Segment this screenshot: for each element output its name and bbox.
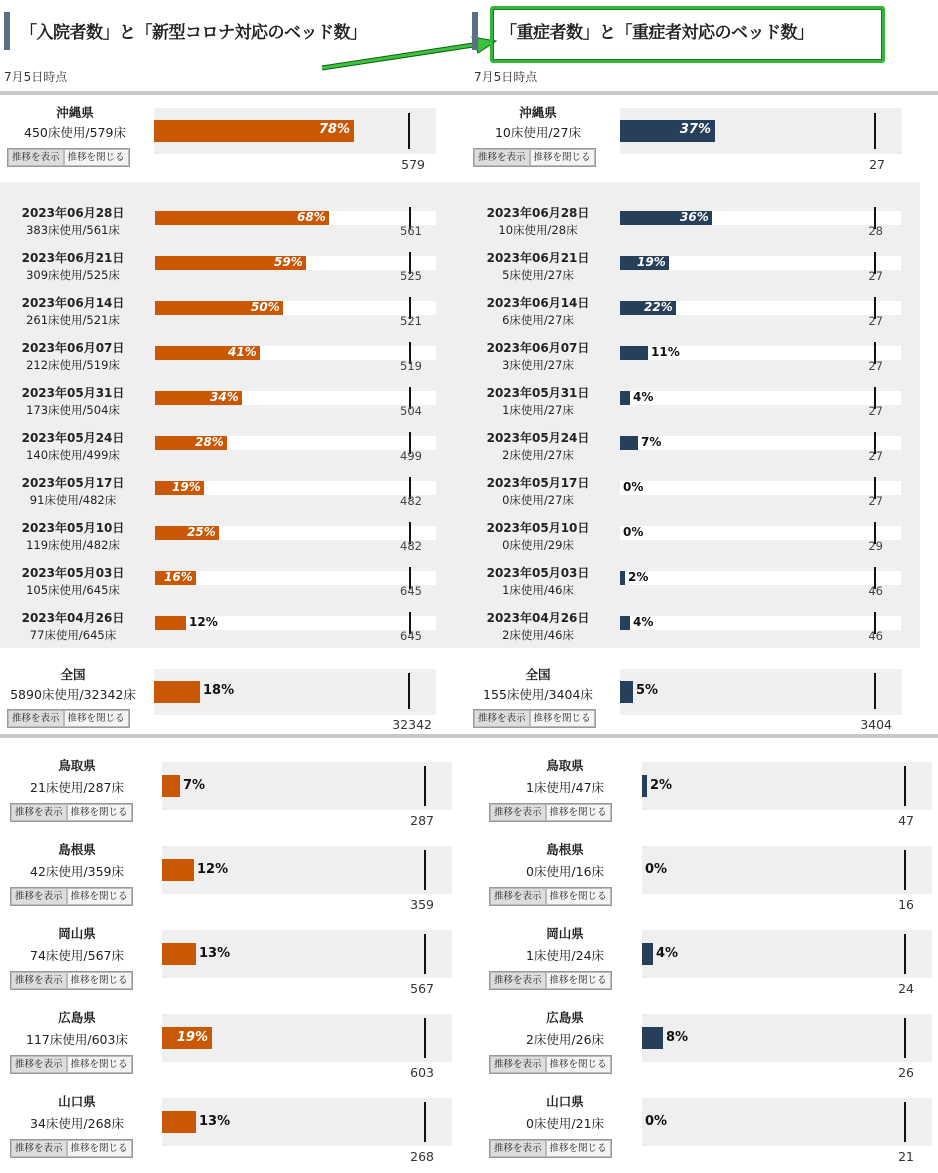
region-name: 沖縄県 xyxy=(519,105,557,120)
usage-percent: 7% xyxy=(183,778,206,793)
bed-usage-text: 0床使用/16床 xyxy=(525,864,605,879)
show-trend-button[interactable]: 推移を表示 xyxy=(490,1140,546,1157)
capacity-value: 24 xyxy=(898,981,914,996)
usage-percent: 8% xyxy=(666,1030,689,1045)
bed-usage-text: 5890床使用/32342床 xyxy=(10,687,136,702)
capacity-value: 27 xyxy=(868,494,883,508)
prefecture-hospital-block xyxy=(0,834,470,918)
bar-track xyxy=(162,1098,452,1146)
usage-percent: 37% xyxy=(679,122,711,137)
history-date: 2023年05月31日 xyxy=(486,386,590,400)
capacity-value: 16 xyxy=(898,897,914,912)
history-bar-track xyxy=(620,301,901,315)
history-bar-track xyxy=(620,481,901,495)
trend-toggle xyxy=(10,887,133,906)
history-row xyxy=(0,294,920,339)
bed-usage-text: 0床使用/21床 xyxy=(525,1116,605,1131)
region-name: 沖縄県 xyxy=(56,105,94,120)
show-trend-button[interactable]: 推移を表示 xyxy=(11,888,67,905)
bed-usage-text: 10床使用/27床 xyxy=(494,125,582,140)
capacity-value: 27 xyxy=(868,359,883,373)
capacity-value: 525 xyxy=(400,269,422,283)
show-trend-button[interactable]: 推移を表示 xyxy=(11,972,67,989)
history-date: 2023年04月26日 xyxy=(21,611,125,625)
capacity-line xyxy=(408,673,410,709)
show-trend-button[interactable]: 推移を表示 xyxy=(11,804,67,821)
bed-usage-text: 34床使用/268床 xyxy=(30,1116,124,1131)
history-bar-fill xyxy=(620,436,638,450)
history-bar-track xyxy=(155,211,436,225)
capacity-value: 46 xyxy=(868,584,883,598)
history-bar-track xyxy=(620,346,901,360)
history-usage: 91床使用/482床 xyxy=(29,493,117,507)
close-trend-button[interactable]: 推移を閉じる xyxy=(546,888,611,905)
capacity-value: 3404 xyxy=(860,717,892,732)
bed-usage-text: 117床使用/603床 xyxy=(26,1032,128,1047)
history-usage: 2床使用/27床 xyxy=(502,448,574,462)
bar-track xyxy=(642,762,932,810)
bar-track xyxy=(620,108,902,154)
prefecture-name: 広島県 xyxy=(58,1010,96,1025)
history-date: 2023年06月14日 xyxy=(486,296,590,310)
usage-bar-fill xyxy=(162,943,196,965)
capacity-line xyxy=(424,850,426,890)
usage-percent: 2% xyxy=(650,778,673,793)
capacity-value: 32342 xyxy=(392,717,432,732)
national-severe-block xyxy=(470,655,938,735)
usage-percent: 4% xyxy=(656,946,679,961)
close-trend-button[interactable]: 推移を閉じる xyxy=(67,1140,132,1157)
bar-track xyxy=(620,669,902,715)
history-row xyxy=(0,609,920,654)
region-name: 全国 xyxy=(60,667,86,682)
header-severe xyxy=(470,0,938,95)
close-trend-button[interactable]: 推移を閉じる xyxy=(546,1140,611,1157)
history-bar-fill xyxy=(620,346,648,360)
bed-usage-text: 42床使用/359床 xyxy=(30,864,124,879)
prefecture-severe-block xyxy=(470,750,938,834)
history-percent: 0% xyxy=(623,480,644,494)
capacity-value: 567 xyxy=(410,981,434,996)
usage-bar-fill xyxy=(642,775,647,797)
history-percent: 41% xyxy=(228,345,257,359)
history-date: 2023年05月03日 xyxy=(21,566,125,580)
trend-toggle xyxy=(10,1055,133,1074)
history-usage: 2床使用/46床 xyxy=(502,628,574,642)
history-date: 2023年06月07日 xyxy=(486,341,590,355)
bar-track xyxy=(162,846,452,894)
history-bar-fill xyxy=(620,616,630,630)
okinawa-severe-block xyxy=(470,95,938,180)
history-bar-track xyxy=(155,616,436,630)
trend-toggle xyxy=(489,1139,612,1158)
history-percent: 68% xyxy=(297,210,326,224)
show-trend-button[interactable]: 推移を表示 xyxy=(8,710,64,727)
history-date: 2023年06月21日 xyxy=(21,251,125,265)
prefecture-name: 鳥取県 xyxy=(58,758,96,773)
history-usage: 212床使用/519床 xyxy=(26,358,120,372)
history-date: 2023年05月24日 xyxy=(21,431,125,445)
show-trend-button[interactable]: 推移を表示 xyxy=(11,1056,67,1073)
history-date: 2023年06月28日 xyxy=(486,206,590,220)
prefecture-name: 山口県 xyxy=(58,1094,96,1109)
history-percent: 12% xyxy=(189,615,218,629)
prefecture-name: 岡山県 xyxy=(58,926,96,941)
prefecture-severe-block xyxy=(470,918,938,1002)
history-bar-track xyxy=(155,301,436,315)
capacity-value: 268 xyxy=(410,1149,434,1164)
history-bar-fill xyxy=(620,391,630,405)
capacity-value: 645 xyxy=(400,584,422,598)
divider xyxy=(0,734,938,738)
trend-toggle xyxy=(489,1055,612,1074)
bed-usage-text: 2床使用/26床 xyxy=(525,1032,605,1047)
history-date: 2023年05月17日 xyxy=(486,476,590,490)
capacity-value: 499 xyxy=(400,449,422,463)
show-trend-button[interactable]: 推移を表示 xyxy=(490,804,546,821)
history-bar-track xyxy=(620,526,901,540)
capacity-line xyxy=(904,1102,906,1142)
header-title-hospital: 「入院者数」と「新型コロナ対応のベッド数」 xyxy=(20,23,367,43)
history-bar-track xyxy=(155,481,436,495)
usage-percent: 12% xyxy=(197,862,229,877)
capacity-line xyxy=(424,934,426,974)
trend-toggle xyxy=(10,1139,133,1158)
capacity-value: 561 xyxy=(400,224,422,238)
history-panel xyxy=(0,182,920,648)
history-bar-track xyxy=(155,526,436,540)
history-row xyxy=(0,564,920,609)
history-row xyxy=(0,519,920,564)
history-percent: 22% xyxy=(644,300,673,314)
usage-bar-fill xyxy=(162,1111,196,1133)
usage-percent: 5% xyxy=(636,683,659,698)
capacity-value: 504 xyxy=(400,404,422,418)
history-bar-track xyxy=(155,256,436,270)
usage-bar-fill xyxy=(642,1027,663,1049)
history-usage: 6床使用/27床 xyxy=(502,313,574,327)
national-hospital-block xyxy=(0,655,470,735)
history-bar-track xyxy=(620,571,901,585)
close-trend-button[interactable]: 推移を閉じる xyxy=(546,804,611,821)
bed-usage-text: 450床使用/579床 xyxy=(24,125,126,140)
show-trend-button[interactable]: 推移を表示 xyxy=(490,1056,546,1073)
history-percent: 4% xyxy=(633,615,654,629)
history-date: 2023年05月17日 xyxy=(21,476,125,490)
history-percent: 16% xyxy=(164,570,193,584)
history-percent: 7% xyxy=(641,435,662,449)
capacity-value: 482 xyxy=(400,494,422,508)
capacity-line xyxy=(424,1018,426,1058)
usage-percent: 18% xyxy=(203,683,235,698)
bed-usage-text: 1床使用/24床 xyxy=(525,948,605,963)
history-usage: 173床使用/504床 xyxy=(26,403,120,417)
bar-track xyxy=(162,930,452,978)
prefecture-name: 鳥取県 xyxy=(546,758,584,773)
history-bar-track xyxy=(620,211,901,225)
prefecture-hospital-block xyxy=(0,1002,470,1086)
history-date: 2023年05月31日 xyxy=(21,386,125,400)
history-usage: 3床使用/27床 xyxy=(502,358,574,372)
bed-usage-text: 74床使用/567床 xyxy=(30,948,124,963)
history-usage: 309床使用/525床 xyxy=(26,268,120,282)
okinawa-hospital-block xyxy=(0,95,470,180)
usage-percent: 13% xyxy=(199,946,231,961)
capacity-value: 46 xyxy=(868,629,883,643)
bar-track xyxy=(162,762,452,810)
bar-track xyxy=(162,1014,452,1062)
trend-toggle xyxy=(473,148,596,167)
usage-bar-fill xyxy=(162,775,180,797)
prefecture-name: 島根県 xyxy=(58,842,96,857)
capacity-value: 645 xyxy=(400,629,422,643)
history-usage: 140床使用/499床 xyxy=(26,448,120,462)
bed-usage-text: 155床使用/3404床 xyxy=(483,687,593,702)
trend-toggle xyxy=(489,803,612,822)
show-trend-button[interactable]: 推移を表示 xyxy=(490,972,546,989)
trend-toggle xyxy=(10,971,133,990)
history-date: 2023年05月10日 xyxy=(21,521,125,535)
history-date: 2023年04月26日 xyxy=(486,611,590,625)
history-usage: 383床使用/561床 xyxy=(26,223,120,237)
capacity-value: 47 xyxy=(898,813,914,828)
show-trend-button[interactable]: 推移を表示 xyxy=(474,710,530,727)
header-date-severe: 7月5日時点 xyxy=(474,70,538,84)
usage-bar-fill xyxy=(162,859,194,881)
capacity-line xyxy=(904,850,906,890)
history-percent: 28% xyxy=(195,435,224,449)
prefecture-name: 山口県 xyxy=(546,1094,584,1109)
history-usage: 77床使用/645床 xyxy=(29,628,117,642)
history-usage: 1床使用/46床 xyxy=(502,583,574,597)
usage-percent: 19% xyxy=(176,1030,208,1045)
history-bar-track xyxy=(620,616,901,630)
history-usage: 1床使用/27床 xyxy=(502,403,574,417)
capacity-line xyxy=(424,1102,426,1142)
capacity-line xyxy=(874,113,876,149)
bar-track xyxy=(642,930,932,978)
history-row xyxy=(0,249,920,294)
bar-track xyxy=(642,846,932,894)
history-percent: 0% xyxy=(623,525,644,539)
capacity-value: 21 xyxy=(898,1149,914,1164)
trend-toggle xyxy=(489,971,612,990)
history-usage: 0床使用/27床 xyxy=(502,493,574,507)
history-usage: 10床使用/28床 xyxy=(498,223,578,237)
usage-percent: 0% xyxy=(645,862,668,877)
trend-toggle xyxy=(7,148,130,167)
close-trend-button[interactable]: 推移を閉じる xyxy=(67,972,132,989)
capacity-line xyxy=(904,1018,906,1058)
history-percent: 19% xyxy=(172,480,201,494)
bed-usage-text: 1床使用/47床 xyxy=(525,780,605,795)
history-bar-fill xyxy=(155,616,186,630)
history-date: 2023年05月10日 xyxy=(486,521,590,535)
history-bar-track xyxy=(155,346,436,360)
show-trend-button[interactable]: 推移を表示 xyxy=(474,149,530,166)
history-percent: 25% xyxy=(187,525,216,539)
history-bar-track xyxy=(155,571,436,585)
history-date: 2023年06月07日 xyxy=(21,341,125,355)
capacity-value: 521 xyxy=(400,314,422,328)
history-date: 2023年05月03日 xyxy=(486,566,590,580)
prefecture-hospital-block xyxy=(0,1086,470,1170)
trend-toggle xyxy=(489,887,612,906)
history-percent: 19% xyxy=(637,255,666,269)
history-usage: 5床使用/27床 xyxy=(502,268,574,282)
history-row xyxy=(0,429,920,474)
capacity-line xyxy=(904,934,906,974)
usage-bar-fill xyxy=(642,943,653,965)
trend-toggle xyxy=(473,709,596,728)
prefecture-severe-block xyxy=(470,834,938,918)
close-trend-button[interactable]: 推移を閉じる xyxy=(530,710,595,727)
close-trend-button[interactable]: 推移を閉じる xyxy=(67,888,132,905)
history-usage: 105床使用/645床 xyxy=(26,583,120,597)
capacity-value: 603 xyxy=(410,1065,434,1080)
region-name: 全国 xyxy=(525,667,551,682)
header-date-hospital: 7月5日時点 xyxy=(4,70,68,84)
capacity-line xyxy=(904,766,906,806)
history-percent: 34% xyxy=(210,390,239,404)
prefecture-severe-block xyxy=(470,1086,938,1170)
capacity-value: 27 xyxy=(869,157,885,172)
show-trend-button[interactable]: 推移を表示 xyxy=(8,149,64,166)
close-trend-button[interactable]: 推移を閉じる xyxy=(530,149,595,166)
show-trend-button[interactable]: 推移を表示 xyxy=(490,888,546,905)
bed-usage-text: 21床使用/287床 xyxy=(30,780,124,795)
capacity-value: 359 xyxy=(410,897,434,912)
history-percent: 59% xyxy=(274,255,303,269)
prefecture-severe-block xyxy=(470,1002,938,1086)
history-row xyxy=(0,339,920,384)
capacity-value: 27 xyxy=(868,269,883,283)
prefecture-name: 広島県 xyxy=(546,1010,584,1025)
trend-toggle xyxy=(7,709,130,728)
capacity-line xyxy=(424,766,426,806)
capacity-value: 287 xyxy=(410,813,434,828)
history-percent: 4% xyxy=(633,390,654,404)
prefecture-name: 島根県 xyxy=(546,842,584,857)
prefecture-name: 岡山県 xyxy=(546,926,584,941)
bar-track xyxy=(154,669,436,715)
close-trend-button[interactable]: 推移を閉じる xyxy=(67,804,132,821)
history-usage: 0床使用/29床 xyxy=(502,538,574,552)
bar-track xyxy=(642,1014,932,1062)
usage-percent: 13% xyxy=(199,1114,231,1129)
capacity-value: 482 xyxy=(400,539,422,553)
close-trend-button[interactable]: 推移を閉じる xyxy=(64,710,129,727)
capacity-value: 27 xyxy=(868,449,883,463)
history-usage: 119床使用/482床 xyxy=(26,538,120,552)
capacity-line xyxy=(874,673,876,709)
trend-toggle xyxy=(10,803,133,822)
close-trend-button[interactable]: 推移を閉じる xyxy=(546,972,611,989)
history-date: 2023年06月28日 xyxy=(21,206,125,220)
bar-track xyxy=(642,1098,932,1146)
history-percent: 50% xyxy=(251,300,280,314)
history-row xyxy=(0,474,920,519)
show-trend-button[interactable]: 推移を表示 xyxy=(11,1140,67,1157)
capacity-value: 29 xyxy=(868,539,883,553)
usage-percent: 0% xyxy=(645,1114,668,1129)
capacity-value: 579 xyxy=(401,157,425,172)
history-bar-track xyxy=(620,436,901,450)
usage-bar-fill xyxy=(620,681,633,703)
history-percent: 2% xyxy=(628,570,649,584)
capacity-value: 28 xyxy=(868,224,883,238)
close-trend-button[interactable]: 推移を閉じる xyxy=(546,1056,611,1073)
capacity-value: 519 xyxy=(400,359,422,373)
history-bar-track xyxy=(620,256,901,270)
history-row xyxy=(0,204,920,249)
history-percent: 36% xyxy=(680,210,709,224)
header-accent-bar xyxy=(472,12,478,50)
history-percent: 11% xyxy=(651,345,680,359)
history-bar-track xyxy=(155,391,436,405)
header-title-severe: 「重症者数」と「重症者対応のベッド数」 xyxy=(500,23,814,43)
bar-track xyxy=(154,108,436,154)
usage-percent: 78% xyxy=(318,122,350,137)
prefecture-hospital-block xyxy=(0,750,470,834)
history-bar-track xyxy=(155,436,436,450)
capacity-value: 26 xyxy=(898,1065,914,1080)
history-bar-fill xyxy=(620,571,625,585)
history-date: 2023年05月24日 xyxy=(486,431,590,445)
capacity-line xyxy=(408,113,410,149)
capacity-value: 27 xyxy=(868,314,883,328)
history-bar-track xyxy=(620,391,901,405)
close-trend-button[interactable]: 推移を閉じる xyxy=(67,1056,132,1073)
history-row xyxy=(0,384,920,429)
usage-bar-fill xyxy=(154,681,200,703)
prefecture-hospital-block xyxy=(0,918,470,1002)
header-accent-bar xyxy=(4,12,10,50)
history-date: 2023年06月21日 xyxy=(486,251,590,265)
close-trend-button[interactable]: 推移を閉じる xyxy=(64,149,129,166)
history-date: 2023年06月14日 xyxy=(21,296,125,310)
capacity-value: 27 xyxy=(868,404,883,418)
history-usage: 261床使用/521床 xyxy=(26,313,120,327)
